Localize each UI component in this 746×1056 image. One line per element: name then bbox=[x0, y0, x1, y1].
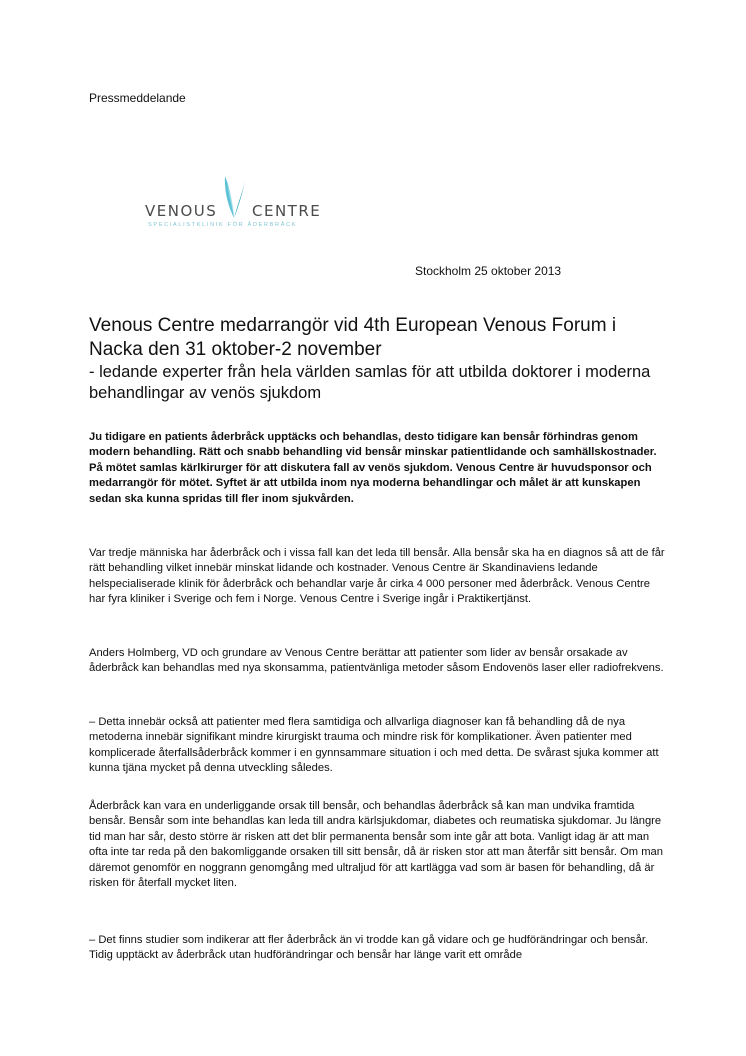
logo-tagline: SPECIALISTKLINIK FÖR ÅDERBRÅCK bbox=[148, 222, 298, 228]
document-label: Pressmeddelande bbox=[89, 91, 186, 105]
lead-paragraph: Ju tidigare en patients åderbråck upptäcks och behandlas, desto tidigare kan bensår förhindras genom modern behandling. Rätt och snabb behandling vid bensår minskar patientlidande och samhällskostnader. På mötet samlas kärlkirurger för att diskutera fall av venös sjukdom. Venous Centre är huvudsponsor och medarrangör för mötet. Syftet är att utbilda inom nya moderna behandlingar och målet är att kunskapen sedan ska kunna spridas till fler inom sjukvården. bbox=[89, 431, 657, 505]
headline: Venous Centre medarrangör vid 4th European Venous Forum i Nacka den 31 oktober-2 november bbox=[89, 315, 617, 360]
body-paragraph-3: – Detta innebär också att patienter med flera samtidiga och allvarliga diagnoser kan få behandling då de nya metoderna innebär signifikant mindre kirurgiskt trauma och mindre risk för komplikationer. Även patienter med komplicerade återfallsåderbråck kommer i en gynnsammare situation i och med detta. De svårast sjuka kommer att kunna tjäna mycket på denna utveckling således. bbox=[89, 716, 659, 775]
leaf-v-logo-icon bbox=[219, 172, 249, 220]
venous-centre-logo bbox=[142, 170, 332, 230]
subheadline: - ledande experter från hela världen samlas för att utbilda doktorer i moderna behandlingar av venös sjukdom bbox=[89, 363, 651, 402]
body-paragraph-2: Anders Holmberg, VD och grundare av Venous Centre berättar att patienter som lider av bensår orsakade av åderbråck kan behandlas med nya skonsamma, patientvänliga metoder såsom Endovenös laser eller radiofrekvens. bbox=[89, 647, 664, 675]
body-paragraph-1: Var tredje människa har åderbråck och i vissa fall kan det leda till bensår. Alla bensår ska ha en diagnos så att de får rätt behandling vilket innebär minskat lidande och kostnader. Venous Centre är Skandinaviens ledande helspecialiserade klinik för åderbråck och behandlar varje år cirka 4 000 personer med åderbråck. Venous Centre har fyra kliniker i Sverige och fem i Norge. Venous Centre i Sverige ingår i Praktikertjänst. bbox=[89, 547, 665, 606]
body-paragraph-4: Åderbråck kan vara en underliggande orsak till bensår, och behandlas åderbråck så kan man undvika framtida bensår. Bensår som inte behandlas kan leda till andra kärlsjukdomar, diabetes och reumatiska sjukdomar. Ju längre tid man har sår, desto större är risken att det blir permanenta bensår som inte går att bota. Vanligt idag är att man ofta inte tar reda på den bakomliggande orsaken till sitt bensår, då är risken stor att man återfår sitt bensår. Om man däremot genomför en noggrann genomgång med ultraljud för att kartlägga vad som är basen för behandling, då är risken för återfall mycket liten. bbox=[89, 800, 663, 890]
logo-word-left: VENOUS bbox=[145, 202, 218, 220]
logo-word-right: CENTRE bbox=[252, 202, 322, 220]
body-paragraph-5: – Det finns studier som indikerar att fler åderbråck än vi trodde kan gå vidare och ge hudförändringar och bensår. Tidig upptäckt av åderbråck utan hudförändringar och bensår har länge varit ett område bbox=[89, 934, 649, 962]
dateline: Stockholm 25 oktober 2013 bbox=[415, 264, 562, 278]
